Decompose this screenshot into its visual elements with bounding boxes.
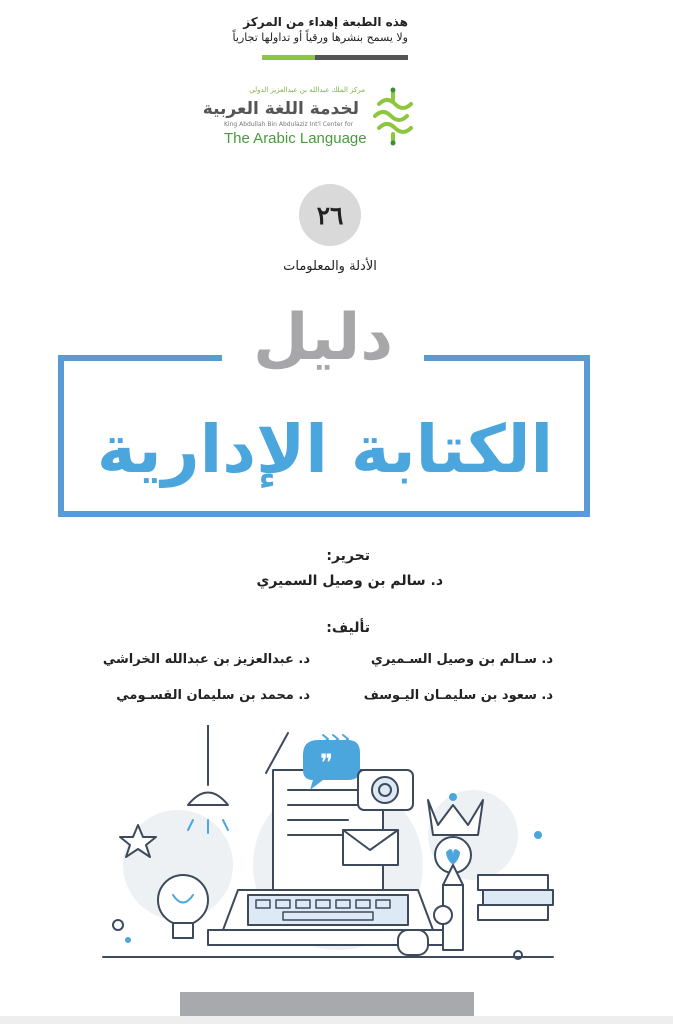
notice-divider [262,55,408,60]
org-arabic: لخدمة اللغة العربية [202,99,359,119]
lightbulb-icon [158,875,208,938]
books-icon [478,875,553,920]
editor-label: تحرير: [326,548,370,564]
camera-icon [358,770,413,810]
org-english: The Arabic Language [224,130,367,147]
editor-name: د. سالم بن وصيل السميري [256,573,443,589]
gear-icon [434,906,452,924]
envelope-icon [343,830,398,865]
title-word-1: دليل [252,301,394,375]
author-2: د. عبدالعزيز بن عبدالله الخراشي [102,652,310,667]
author-1: د. سـالم بن وصيل السـميري [370,652,553,667]
title-word-2: الكتابة الإدارية [96,411,554,488]
notice-line-1: هذه الطبعة إهداء من المركز [243,15,408,29]
notice-line-2: ولا يسمح بنشرها ورقياً أو تداولها تجارياً [232,31,408,44]
author-4: د. محمد بن سليمان القسـومي [116,688,310,703]
series-number: ٢٦ [299,184,361,246]
cover-illustration [98,725,560,970]
svg-text:❞: ❞ [320,749,333,777]
org-arabic-small: مركز الملك عبدالله بن عبدالعزيز الدولي [249,86,365,94]
page-edge [0,1016,673,1024]
author-3: د. سعود بن سليمـان اليـوسف [363,688,553,703]
logo-mark-icon [369,86,417,146]
center-logo [202,86,417,158]
authors-label: تأليف: [326,620,370,636]
gift-notice [148,14,408,46]
series-name: الأدلة والمعلومات [283,259,377,274]
org-english-small: King Abdullah Bin Abdulaziz Int'l Center for [224,121,354,128]
